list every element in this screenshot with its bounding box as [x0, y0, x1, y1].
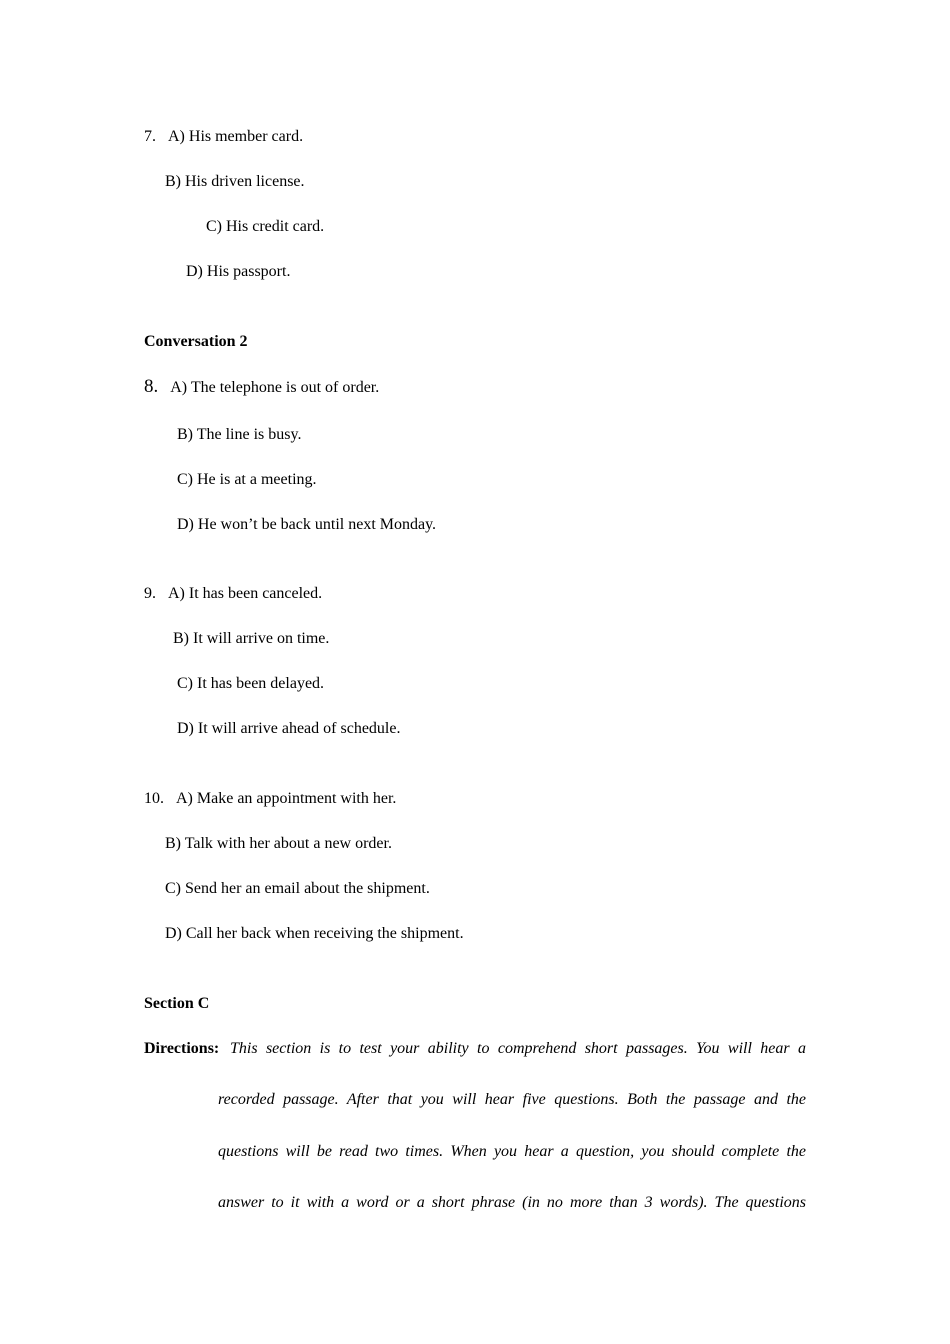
directions-line-1: This section is to test your ability to comprehend short passages. You will hear a [230, 1040, 806, 1057]
question-8-line-a [144, 377, 379, 398]
option-d: D) He won’t be back until next Monday. [177, 516, 437, 533]
option-c: C) His credit card. [206, 218, 325, 235]
question-number: 8. [144, 376, 159, 397]
option-b: B) The line is busy. [177, 426, 302, 443]
question-10-line-a [144, 789, 396, 809]
question-9-line-a [144, 584, 322, 604]
option-d: D) His passport. [186, 263, 291, 280]
option-b: B) It will arrive on time. [173, 630, 330, 647]
directions-line-2: recorded passage. After that you will hear five questions. Both the passage and the [218, 1091, 806, 1108]
question-7-line-a [144, 127, 303, 147]
option-a: A) His member card. [168, 128, 304, 145]
directions-line-3: questions will be read two times. When you hear a question, you should complete the [218, 1143, 806, 1160]
option-a: A) Make an appointment with her. [176, 790, 397, 807]
directions-label: Directions: [144, 1040, 220, 1057]
option-a: A) It has been canceled. [168, 585, 323, 602]
option-a: A) The telephone is out of order. [170, 379, 380, 396]
option-c: C) He is at a meeting. [177, 471, 317, 488]
question-number: 9. [144, 585, 156, 602]
option-c: C) Send her an email about the shipment. [165, 880, 430, 897]
option-b: B) His driven license. [165, 173, 305, 190]
section-heading: Section C [144, 995, 210, 1012]
option-d: D) Call her back when receiving the shipment. [165, 925, 464, 942]
option-b: B) Talk with her about a new order. [165, 835, 392, 852]
conversation-heading: Conversation 2 [144, 333, 248, 350]
option-d: D) It will arrive ahead of schedule. [177, 720, 401, 737]
question-number: 10. [144, 790, 164, 807]
directions-line-4: answer to it with a word or a short phrase (in no more than 3 words). The questions [218, 1194, 806, 1211]
option-c: C) It has been delayed. [177, 675, 325, 692]
question-number: 7. [144, 128, 156, 145]
